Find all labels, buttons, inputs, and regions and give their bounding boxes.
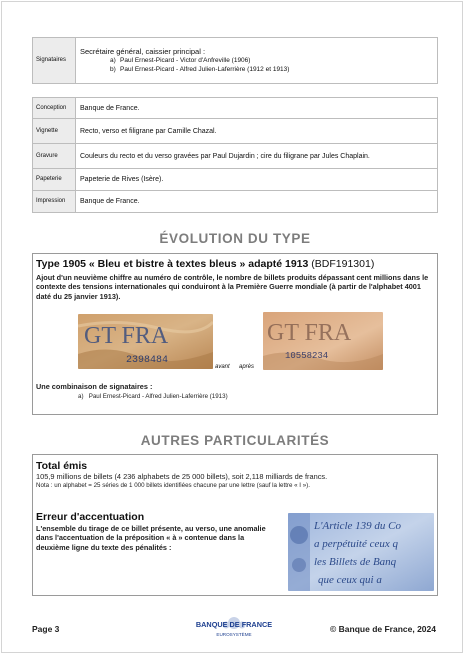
note-before-svg	[78, 314, 213, 369]
note-before-image	[78, 314, 213, 369]
total-text: 105,9 millions de billets (4 236 alphabets de 25 000 billets), soit 2,118 milliards de francs.	[36, 472, 328, 481]
signataires-label: Signataires	[33, 38, 76, 84]
detail-value: Couleurs du recto et du verso gravées par Paul Dujardin ; cire du filigrane par Jules Chaplain.	[76, 144, 438, 169]
note-before-text: GT FRA	[84, 323, 169, 349]
detail-label: Impression	[33, 191, 76, 213]
detail-value: Banque de France.	[76, 191, 438, 213]
signataires-item: b) Paul Ernest-Picard - Alfred Julien-Laferrière (1912 et 1913)	[110, 66, 290, 73]
note-after-image	[263, 312, 383, 370]
banque-de-france-logo	[188, 613, 280, 645]
erreur-text: L'ensemble du tirage de ce billet présente, au verso, une anomalie dans l'accentuation de la préposition « à » contenue dans la deuxième ligne du texte des pénalités :	[36, 524, 266, 552]
signataires-item: a) Paul Ernest-Picard - Victor d'Anfreville (1906)	[110, 57, 251, 64]
autres-box	[32, 454, 438, 596]
verso-line-2: a perpétuité ceux q	[314, 538, 398, 550]
note-after-svg	[263, 312, 383, 370]
combo-heading: Une combinaison de signataires :	[36, 382, 153, 391]
signataires-heading: Secrétaire général, caissier principal :	[80, 47, 206, 56]
evolution-text: Ajout d'un neuvième chiffre au numéro de contrôle, le nombre de billets produits dépassant cent millions dans le contexte des tensions internationales qui conduiront à la Première Guerre mondiale (à partir de l'alphabet 4001 daté du 25 janvier 1913).	[36, 273, 429, 301]
verso-line-3: les Billets de Banq	[314, 556, 397, 568]
label-before: avant	[215, 364, 230, 370]
detail-value: Papeterie de Rives (Isère).	[76, 169, 438, 191]
note-verso-svg	[288, 513, 434, 591]
combo-item: a) Paul Ernest-Picard - Alfred Julien-Laferrière (1913)	[78, 393, 228, 400]
detail-label: Vignette	[33, 119, 76, 144]
logo-svg	[188, 613, 280, 645]
detail-value: Banque de France.	[76, 98, 438, 119]
detail-value: Recto, verso et filigrane par Camille Chazal.	[76, 119, 438, 144]
signataires-cell	[76, 38, 438, 84]
signataires-table	[32, 37, 438, 84]
evolution-heading: Type 1905 « Bleu et bistre à textes bleus » adapté 1913 (BDF191301)	[36, 258, 375, 270]
verso-line-1: L'Article 139 du Co	[314, 520, 401, 532]
page	[1, 1, 463, 653]
evolution-box	[32, 253, 438, 415]
evolution-section-title: ÉVOLUTION DU TYPE	[159, 231, 311, 246]
note-after-text: GT FRA	[267, 320, 352, 346]
detail-label: Papeterie	[33, 169, 76, 191]
erreur-title: Erreur d'accentuation	[36, 511, 145, 523]
details-table	[32, 97, 438, 213]
autres-section-title: AUTRES PARTICULARITÉS	[140, 433, 330, 448]
note-verso-image	[288, 513, 434, 591]
logo-line-2: EUROSYSTÈME	[216, 632, 252, 637]
total-title: Total émis	[36, 460, 88, 472]
verso-line-4: que ceux qui a	[318, 574, 382, 586]
note-after-serial: 10558234	[285, 351, 329, 361]
detail-label: Gravure	[33, 144, 76, 169]
total-note: Nota : un alphabet = 25 séries de 1 000 billets identifiées chacune par une lettre (sauf la lettre « I »).	[36, 482, 310, 489]
copyright: © Banque de France, 2024	[330, 624, 436, 634]
detail-label: Conception	[33, 98, 76, 119]
label-after: après	[239, 364, 255, 370]
note-before-serial: 2398484	[126, 355, 169, 366]
logo-line-1: BANQUE DE FRANCE	[195, 620, 273, 629]
page-number: Page 3	[32, 624, 60, 634]
